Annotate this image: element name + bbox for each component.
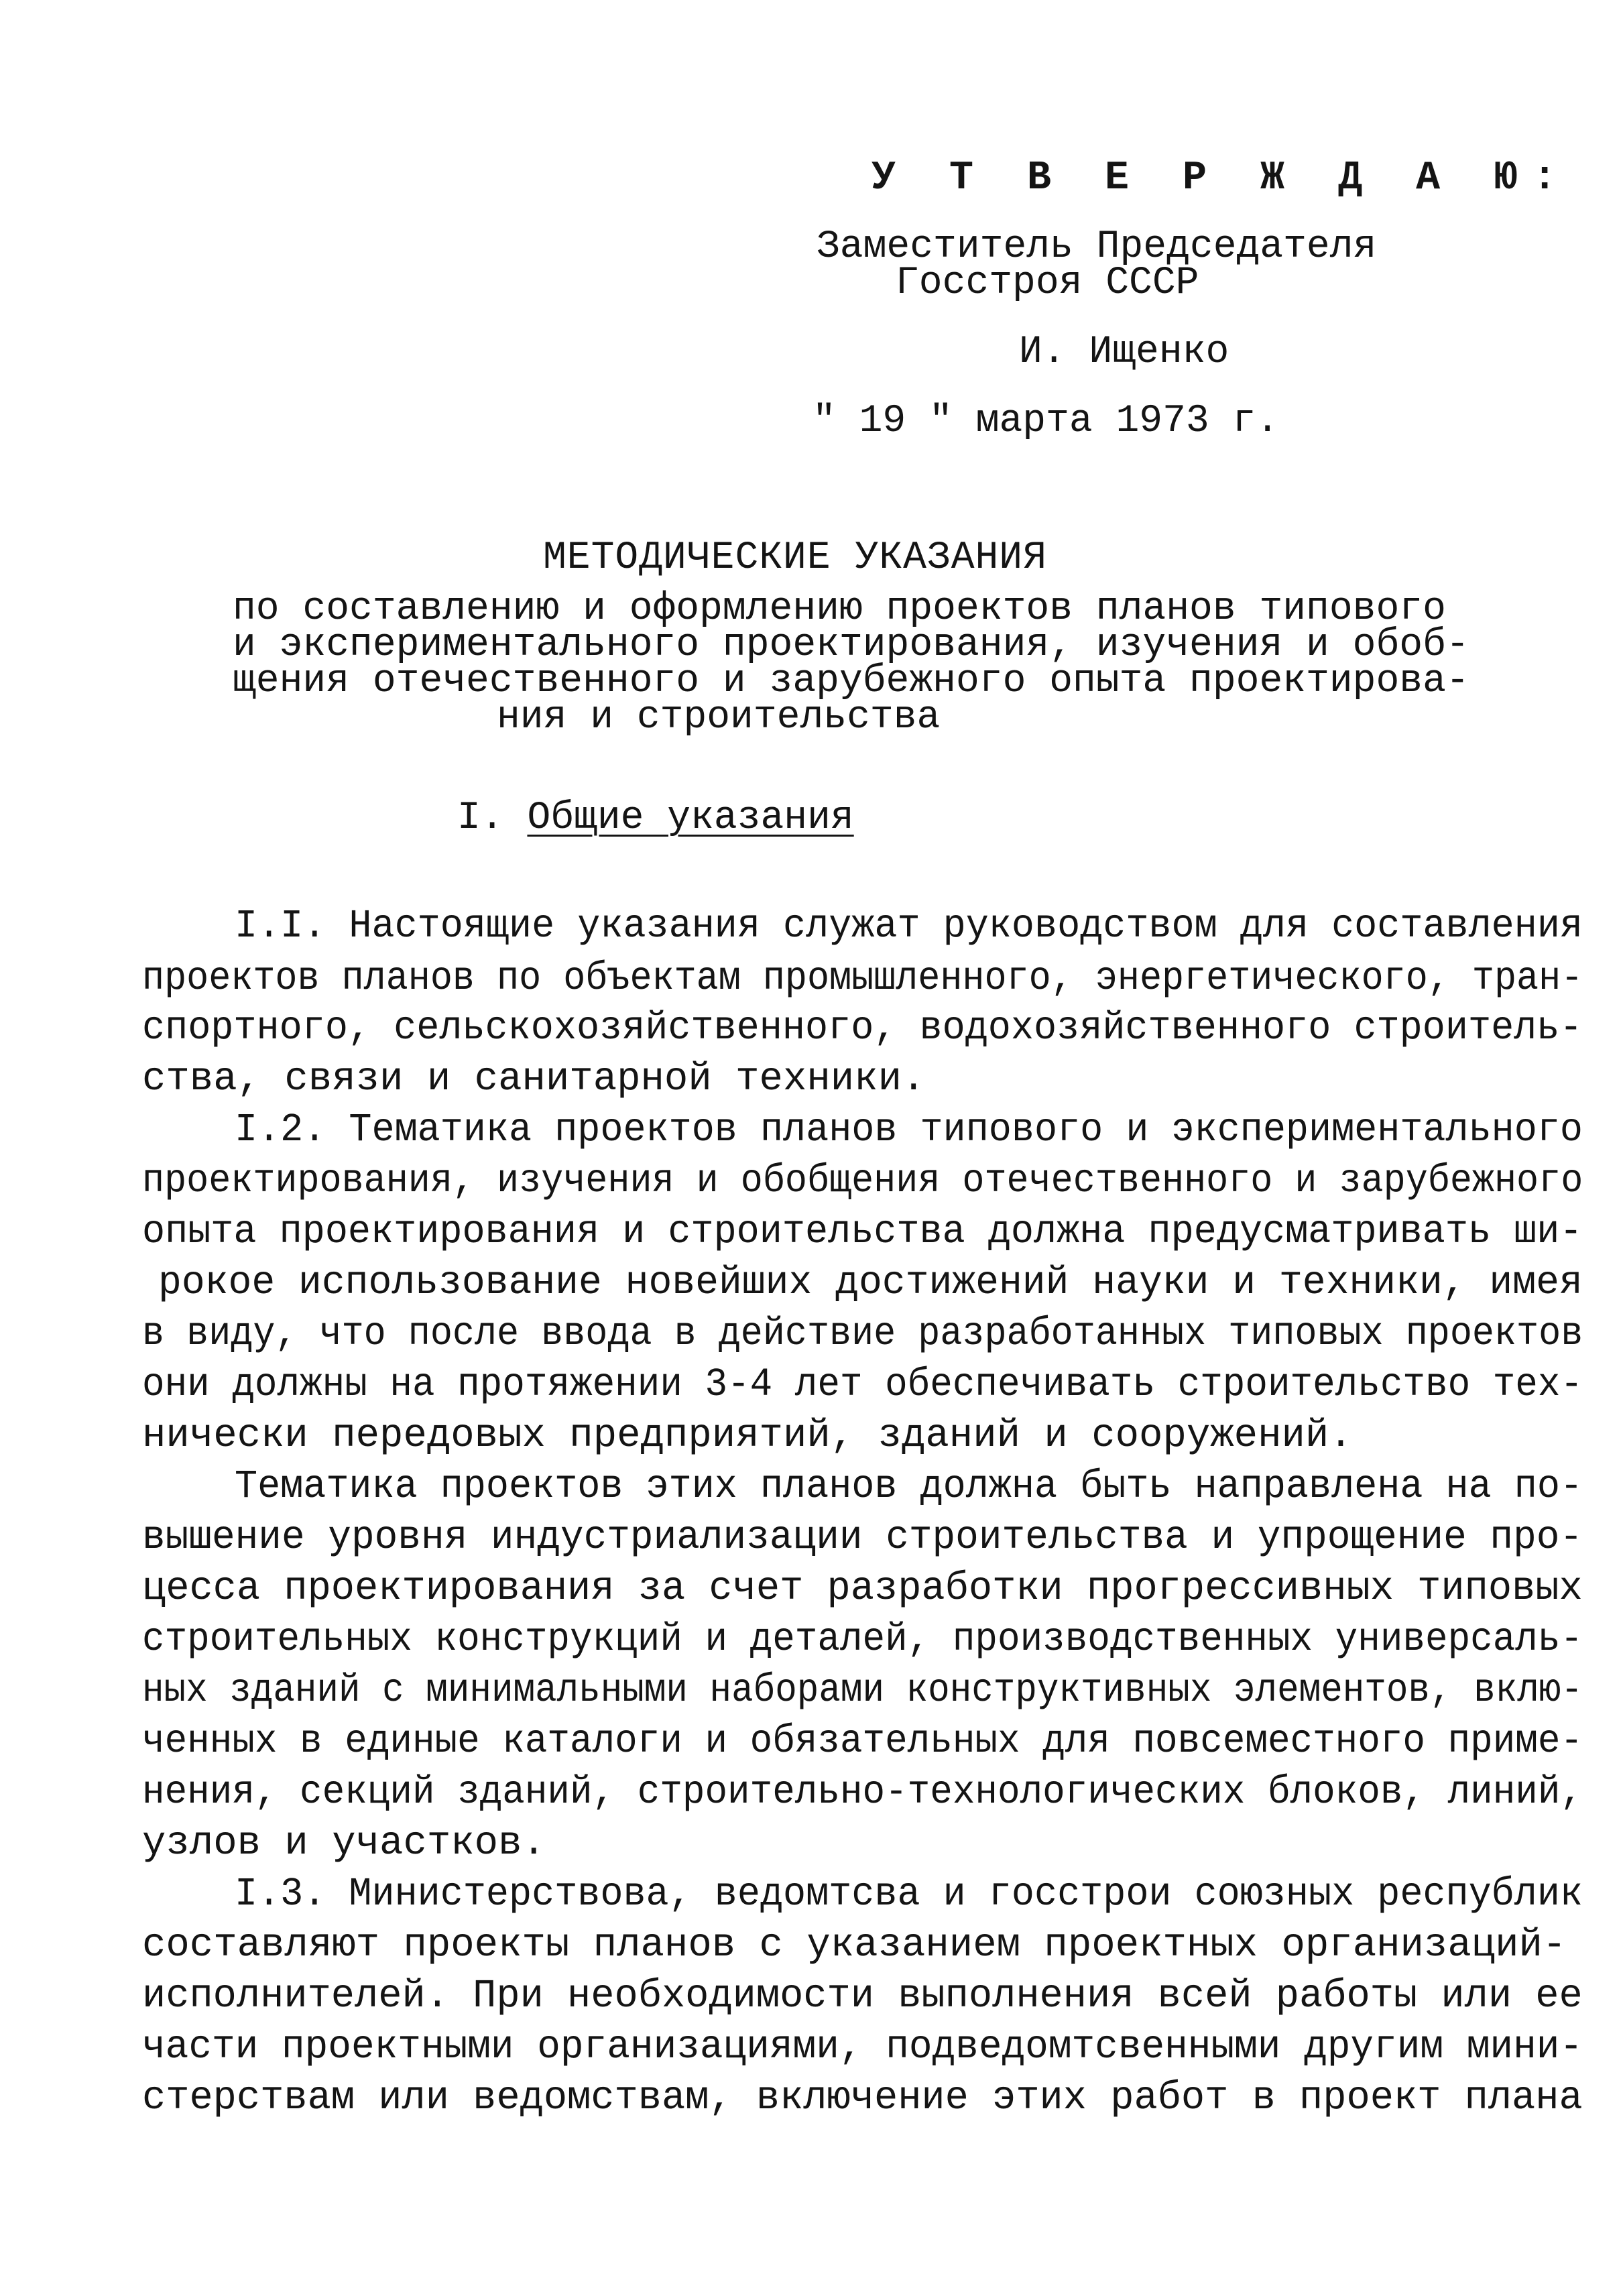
body-line-10: они должны на протяжении 3-4 лет обеспечивать строительство тех- (142, 1362, 1583, 1407)
body-line-21: составляют проекты планов с указанием проектных организаций- (142, 1923, 1567, 1968)
body-line-20: I.3. Министерствова, ведомтсва и госстрои союзных республик (235, 1872, 1583, 1917)
body-line-9: в виду, что после ввода в действие разработанных типовых проектов (142, 1311, 1583, 1356)
approval-position-line1: Заместитель Председателя (817, 225, 1377, 269)
body-line-13: вышение уровня индустриализации строительства и упрощение про- (142, 1515, 1583, 1560)
body-line-19: узлов и участков. (142, 1821, 546, 1866)
section-number: I. (457, 796, 504, 840)
body-line-8: рокое использование новейших достижений науки и техники, имея (158, 1260, 1583, 1305)
body-line-18: нения, секций зданий, строительно-технологических блоков, линий, (142, 1770, 1583, 1815)
body-line-2: проектов планов по объектам промышленного, энергетического, тран- (142, 956, 1583, 1001)
section-title: Общие указания (527, 796, 854, 840)
body-line-12: Тематика проектов этих планов должна быть направлена на по- (235, 1464, 1583, 1509)
body-line-11: нически передовых предприятий, зданий и сооружений. (142, 1413, 1353, 1458)
body-line-5: I.2. Тематика проектов планов типового и экспериментального (235, 1107, 1583, 1152)
body-line-15: строительных конструкций и деталей, производственных универсаль- (142, 1617, 1583, 1662)
body-line-16: ных зданий с минимальными наборами конструктивных элементов, вклю- (142, 1668, 1583, 1713)
body-line-4: ства, связи и санитарной техники. (142, 1056, 926, 1101)
document-subtitle-line-4: ния и строительства (497, 696, 941, 739)
document-subtitle-line-3: щения отечественного и зарубежного опыта проектирова- (233, 660, 1469, 703)
approval-date: " 19 " марта 1973 г. (813, 400, 1280, 443)
document-subtitle-line-1: по составлению и оформлению проектов планов типового (233, 587, 1446, 631)
approval-signatory: И. Ищенко (1019, 330, 1229, 374)
body-line-17: ченных в единые каталоги и обязательных для повсеместного приме- (142, 1719, 1583, 1764)
body-line-24: стерствам или ведомствам, включение этих работ в проект плана (142, 2075, 1583, 2120)
body-line-14: цесса проектирования за счет разработки прогрессивных типовых (142, 1566, 1583, 1611)
body-line-7: опыта проектирования и строительства должна предусматривать ши- (142, 1209, 1583, 1254)
body-line-22: исполнителей. При необходимости выполнения всей работы или ее (142, 1974, 1583, 2018)
document-title: МЕТОДИЧЕСКИЕ УКАЗАНИЯ (543, 536, 1047, 580)
body-line-1: I.I. Настоящие указания служат руководством для составления (235, 904, 1583, 949)
section-heading (457, 796, 854, 840)
body-line-3: спортного, сельскохозяйственного, водохозяйственного строитель- (142, 1006, 1583, 1050)
document-subtitle-line-2: и экспериментального проектирования, изучения и обоб- (233, 623, 1469, 667)
approval-heading: У Т В Е Р Ж Д А Ю: (871, 156, 1572, 201)
body-line-23: части проектными организациями, подведомтсвенными другим мини- (142, 2025, 1583, 2069)
approval-position-line2: Госстроя СССР (896, 261, 1199, 305)
body-line-6: проектирования, изучения и обобщения отечественного и зарубежного (142, 1158, 1583, 1203)
